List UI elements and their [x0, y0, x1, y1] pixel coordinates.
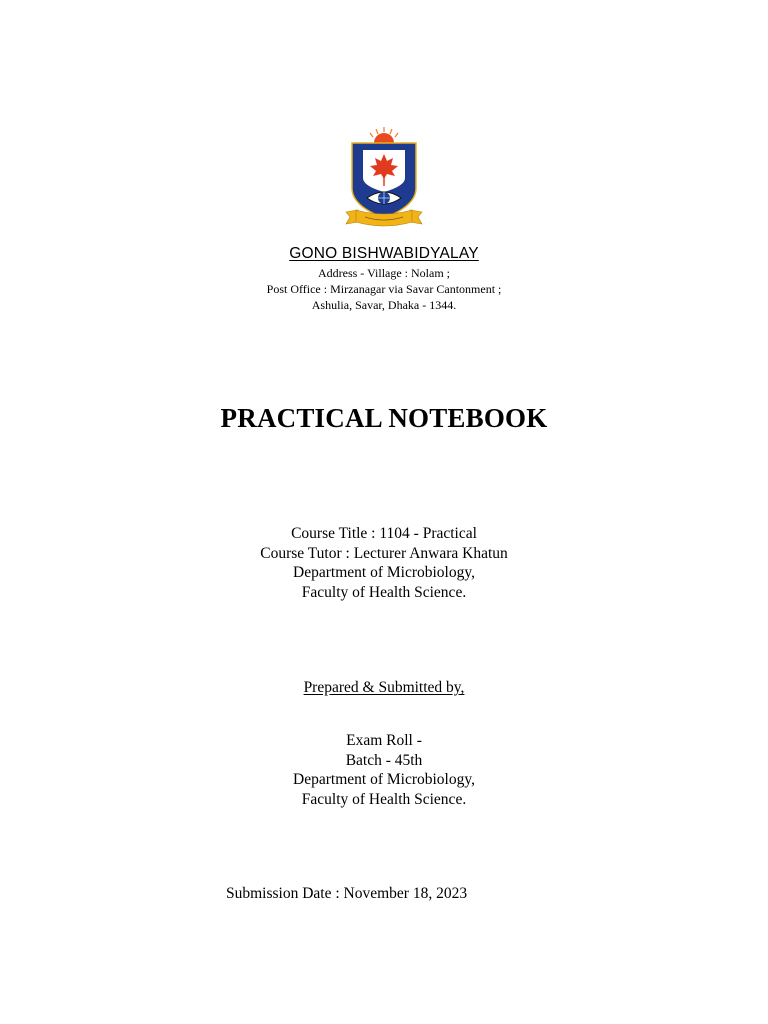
- student-faculty: Faculty of Health Science.: [301, 790, 467, 808]
- submission-date: Submission Date : November 18, 2023: [226, 885, 468, 902]
- prepared-heading: Prepared & Submitted by,: [303, 679, 465, 696]
- university-name: GONO BISHWABIDYALAY: [289, 245, 479, 262]
- address-line: Post Office : Mirzanagar via Savar Cantonment ;: [266, 282, 502, 296]
- course-title: Course Title : 1104 - Practical: [291, 525, 477, 542]
- address-line: Ashulia, Savar, Dhaka - 1344.: [311, 298, 457, 312]
- university-crest-icon: [343, 126, 425, 230]
- document-title: PRACTICAL NOTEBOOK: [220, 403, 548, 433]
- course-info: [0, 524, 768, 602]
- batch: Batch - 45th: [345, 751, 423, 769]
- address-line: Address - Village : Nolam ;: [317, 266, 451, 280]
- exam-roll: Exam Roll -: [346, 732, 422, 749]
- student-info: [0, 731, 768, 809]
- course-faculty: Faculty of Health Science.: [301, 583, 467, 601]
- course-department: Department of Microbiology,: [293, 564, 475, 581]
- university-address: [0, 265, 768, 313]
- student-department: Department of Microbiology,: [293, 771, 475, 788]
- course-tutor: Course Tutor : Lecturer Anwara Khatun: [260, 544, 508, 562]
